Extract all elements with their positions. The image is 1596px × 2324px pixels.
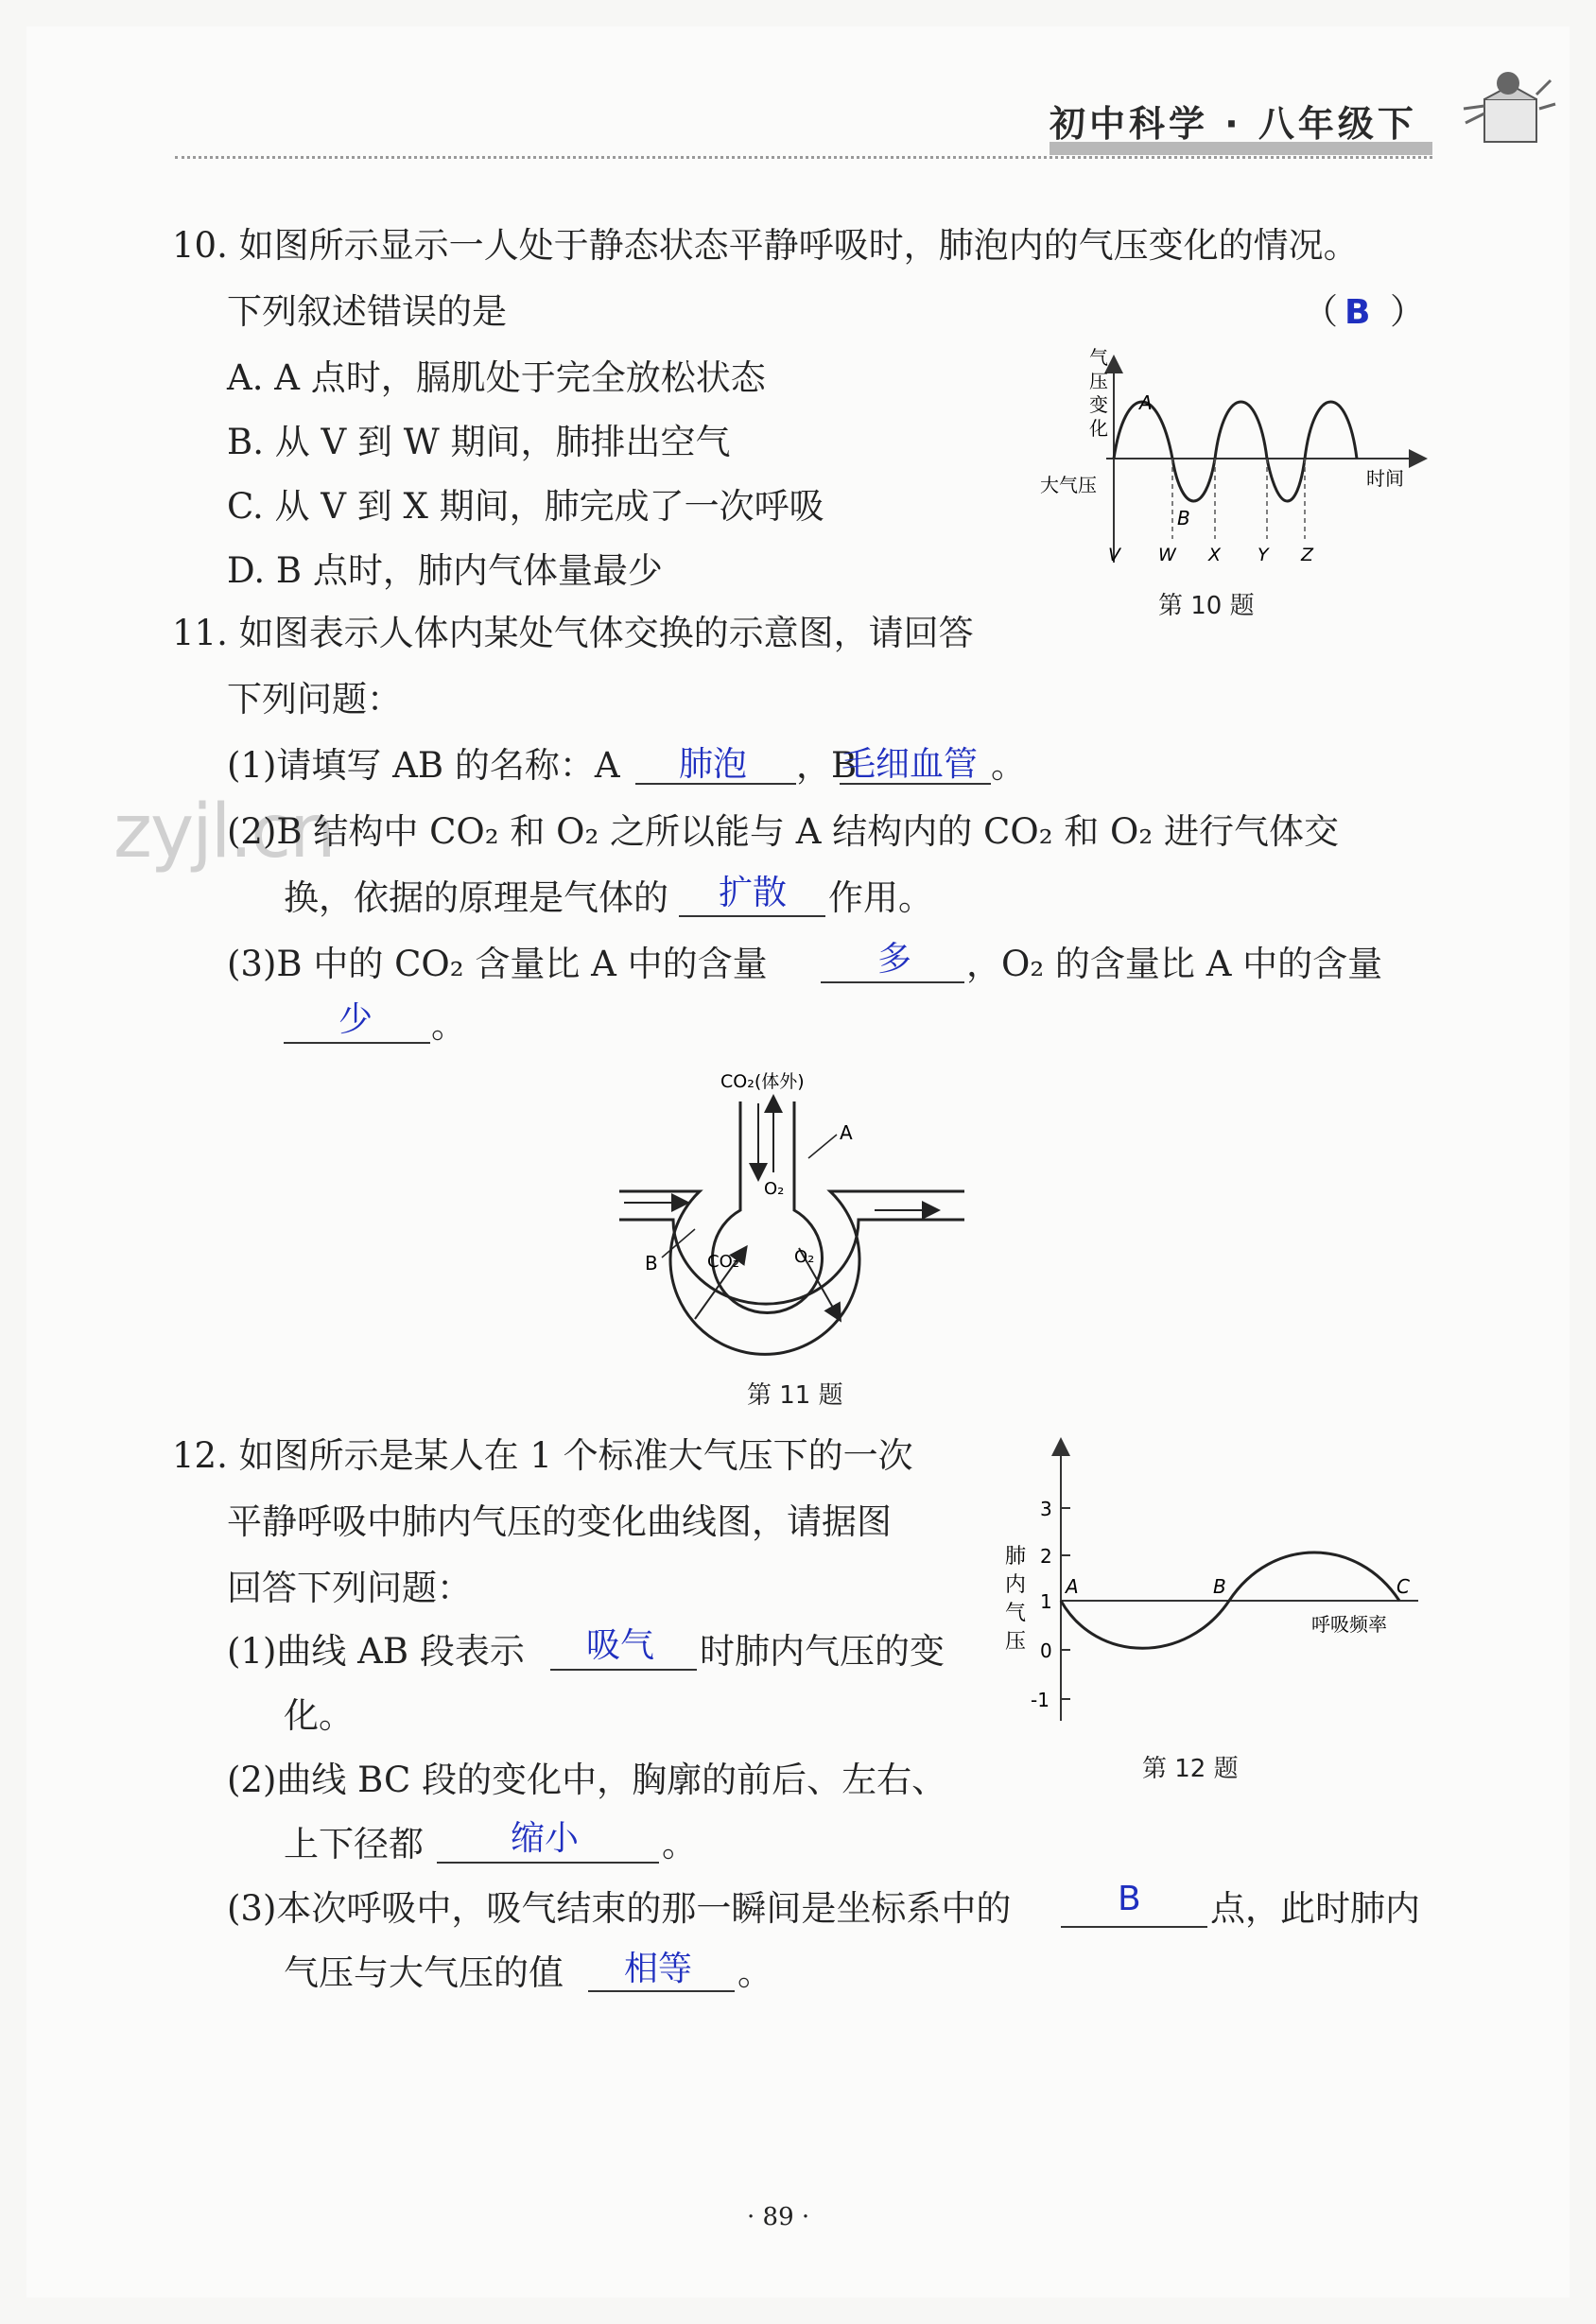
q12-ytick-0: 0 bbox=[1040, 1639, 1052, 1662]
q12-blank-2[interactable] bbox=[437, 1862, 659, 1864]
q11-co2-inner: CO₂ bbox=[707, 1252, 739, 1272]
q12-sub3-suffix: 点，此时肺内 bbox=[1210, 1888, 1420, 1929]
q11-sub1-prefix: (1)请填写 AB 的名称：A bbox=[227, 745, 620, 786]
q12-caption: 第 12 题 bbox=[1142, 1755, 1239, 1783]
q11-sub3-end: 。 bbox=[431, 1005, 466, 1046]
page-number: · 89 · bbox=[747, 2203, 810, 2231]
q10-answer: B bbox=[1344, 293, 1371, 332]
q11-label-b: B bbox=[645, 1252, 658, 1275]
q10-tick-x: X bbox=[1208, 545, 1222, 565]
q12-sub2-line1: (2)曲线 BC 段的变化中，胸廓的前后、左右、 bbox=[227, 1760, 947, 1800]
q12-ytick-neg1: -1 bbox=[1031, 1689, 1050, 1711]
q12-ylabel-3: 气 bbox=[1005, 1602, 1027, 1625]
q11-sub2-line2-suffix: 作用。 bbox=[828, 877, 933, 918]
q10-pressure-wave-chart bbox=[1031, 345, 1437, 572]
q12-sub2-line2-suffix: 。 bbox=[662, 1824, 697, 1864]
q12-sub2-line2-prefix: 上下径都 bbox=[284, 1824, 424, 1864]
q12-point-c: C bbox=[1396, 1575, 1410, 1598]
q10-stem-line2: 下列叙述错误的是 bbox=[227, 291, 507, 332]
q12-answer-2: 缩小 bbox=[511, 1819, 580, 1858]
q11-blank-3b[interactable] bbox=[284, 1042, 430, 1044]
q10-option-a: A. A 点时，膈肌处于完全放松状态 bbox=[227, 357, 766, 398]
header-title: 初中科学 · 八年级下 bbox=[1050, 103, 1417, 145]
q10-ylabel-1: 气 bbox=[1089, 346, 1108, 369]
q11-sub3-prefix: (3)B 中的 CO₂ 含量比 A 中的含量 bbox=[227, 944, 768, 984]
q12-ytick-2: 2 bbox=[1040, 1545, 1052, 1568]
q10-baseline-label: 大气压 bbox=[1040, 474, 1097, 496]
q10-xlabel: 时间 bbox=[1366, 467, 1404, 490]
q11-sub2-line1: (2)B 结构中 CO₂ 和 O₂ 之所以能与 A 结构内的 CO₂ 和 O₂ 进行气体交 bbox=[227, 811, 1339, 852]
q12-sub3-prefix: (3)本次呼吸中，吸气结束的那一瞬间是坐标系中的 bbox=[227, 1888, 1012, 1929]
q12-ylabel-1: 肺 bbox=[1005, 1545, 1027, 1569]
q10-bracket-close: ） bbox=[1390, 291, 1425, 332]
q11-capillary-outer bbox=[619, 1191, 964, 1354]
q10-wave-curve bbox=[1114, 402, 1357, 501]
q10-ylabel-2: 压 bbox=[1089, 370, 1108, 392]
q12-blank-1[interactable] bbox=[550, 1669, 697, 1671]
q12-ylabel-2: 内 bbox=[1005, 1573, 1027, 1597]
q12-point-a: A bbox=[1066, 1575, 1079, 1598]
q12-lung-pressure-chart bbox=[998, 1432, 1432, 1735]
q11-answer-2: 扩散 bbox=[719, 874, 788, 912]
watermark: zyjl.cn bbox=[113, 789, 335, 875]
q12-blank-3b[interactable] bbox=[588, 1990, 735, 1992]
q10-point-a: A bbox=[1139, 391, 1153, 414]
q11-answer-a: 肺泡 bbox=[679, 745, 748, 784]
q11-gas-exchange-diagram bbox=[605, 1064, 983, 1357]
q10-option-b: B. 从 V 到 W 期间，肺排出空气 bbox=[227, 422, 731, 462]
q10-caption: 第 10 题 bbox=[1158, 592, 1255, 620]
header-divider bbox=[175, 156, 1432, 159]
q11-sub3-mid: ，O₂ 的含量比 A 中的含量 bbox=[966, 944, 1383, 984]
q11-sub2-line2-prefix: 换，依据的原理是气体的 bbox=[284, 877, 668, 918]
q10-option-d: D. B 点时，肺内气体量最少 bbox=[227, 550, 663, 591]
q11-o2-inner: O₂ bbox=[794, 1247, 815, 1267]
q11-answer-3a: 多 bbox=[877, 940, 912, 979]
q12-answer-3b: 相等 bbox=[624, 1950, 693, 1988]
q10-tick-w: W bbox=[1158, 545, 1176, 565]
q11-answer-3b: 少 bbox=[338, 1000, 373, 1039]
q12-ylabel-4: 压 bbox=[1005, 1630, 1027, 1654]
q11-label-a: A bbox=[840, 1121, 853, 1144]
q11-alveolus bbox=[713, 1101, 823, 1313]
q12-blank-3a[interactable] bbox=[1061, 1926, 1207, 1928]
q11-blank-2[interactable] bbox=[679, 915, 825, 917]
q11-blank-3a[interactable] bbox=[821, 981, 964, 983]
q10-tick-v: V bbox=[1108, 545, 1120, 565]
q10-bracket-open: （ bbox=[1303, 291, 1338, 332]
q10-ylabel-4: 化 bbox=[1089, 417, 1108, 440]
q12-stem-line3: 回答下列问题： bbox=[227, 1568, 472, 1608]
q12-sub1-mid: 时肺内气压的变 bbox=[700, 1631, 945, 1672]
book-mascot-icon bbox=[1456, 57, 1560, 161]
q12-stem-line1: 12. 如图所示是某人在 1 个标准大气压下的一次 bbox=[172, 1435, 913, 1476]
q10-point-b: B bbox=[1177, 507, 1190, 529]
q12-sub1-end: 化。 bbox=[284, 1695, 354, 1736]
q12-ytick-3: 3 bbox=[1040, 1498, 1052, 1520]
q11-top-label: CO₂(体外) bbox=[720, 1071, 805, 1092]
q11-stem-line2: 下列问题： bbox=[227, 679, 402, 720]
q11-caption: 第 11 题 bbox=[747, 1381, 843, 1410]
q10-ylabel-3: 变 bbox=[1089, 393, 1108, 416]
q12-stem-line2: 平静呼吸中肺内气压的变化曲线图，请据图 bbox=[227, 1501, 892, 1542]
q12-point-b: B bbox=[1213, 1575, 1226, 1598]
q10-tick-y: Y bbox=[1258, 545, 1269, 565]
q12-answer-1: 吸气 bbox=[586, 1626, 655, 1665]
q10-option-c: C. 从 V 到 X 期间，肺完成了一次呼吸 bbox=[227, 486, 824, 527]
q12-ytick-1: 1 bbox=[1040, 1590, 1052, 1613]
q12-sub1-prefix: (1)曲线 AB 段表示 bbox=[227, 1631, 525, 1672]
q11-o2-top: O₂ bbox=[764, 1179, 785, 1199]
q12-sub3-line2-suffix: 。 bbox=[737, 1952, 772, 1993]
q12-sub3-line2-prefix: 气压与大气压的值 bbox=[284, 1952, 564, 1993]
q12-xlabel: 呼吸频率 bbox=[1311, 1613, 1387, 1636]
q11-answer-b: 毛细血管 bbox=[841, 745, 979, 784]
q10-tick-z: Z bbox=[1301, 545, 1314, 565]
q11-stem-line1: 11. 如图表示人体内某处气体交换的示意图，请回答 bbox=[172, 613, 974, 653]
q11-sub1-sep: ，B bbox=[796, 745, 858, 786]
q10-stem-line1: 10. 如图所示显示一人处于静态状态平静呼吸时，肺泡内的气压变化的情况。 bbox=[172, 225, 1359, 266]
q11-sub1-end: 。 bbox=[991, 745, 1026, 786]
q12-answer-3a: B bbox=[1118, 1880, 1141, 1918]
